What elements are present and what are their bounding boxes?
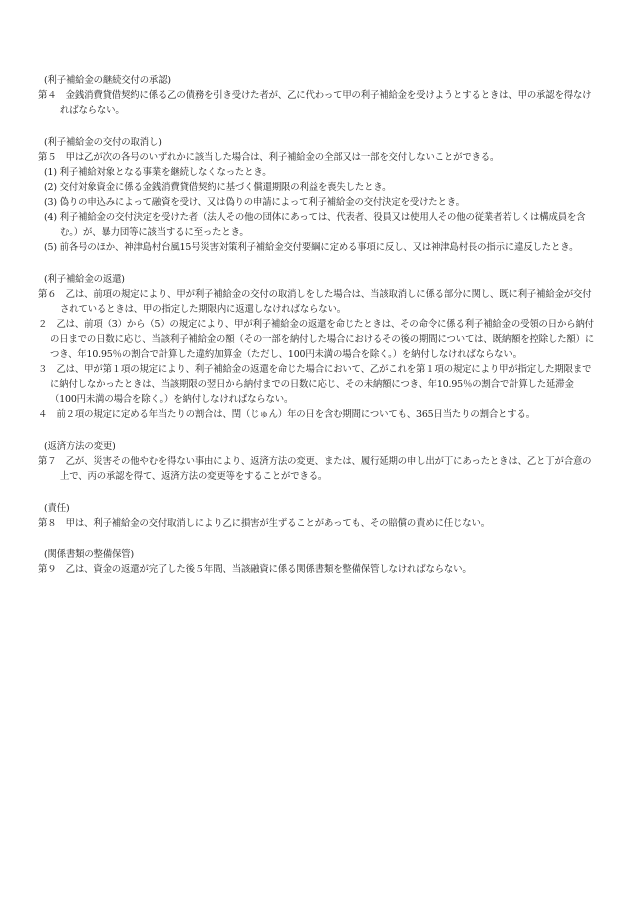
article-5-heading: (利子補給金の交付の取消し) bbox=[44, 137, 162, 148]
article-7-text: 第７ 乙が、災害その他やむを得ない事由により、返済方法の変更、または、履行延期の申し出が丁にあったときは、乙と丁が合意の上で、丙の承認を得て、返済方法の変更等をすることができる。 bbox=[38, 456, 592, 482]
article-5-text: 第５ 甲は乙が次の各号のいずれかに該当した場合は、利子補給金の全部又は一部を交付しないことができる。 bbox=[38, 152, 500, 163]
article-5-section bbox=[38, 135, 598, 255]
article-5-item-5: (5) 前各号のほか、神津島村台風15号災害対策利子補給金交付要綱に定める事項に反し、又は神津島村長の指示に違反したとき。 bbox=[44, 242, 579, 253]
article-9-section bbox=[38, 547, 598, 577]
article-6-para-2: ２ 乙は、前項（3）から（5）の規定により、甲が利子補給金の返還を命じたときは、その命令に係る利子補給金の受領の日から納付の日までの日数に応じ、当該利子補給金の額（その一部を納付した場合におけるその後の期間については、既納額を控除した額）につき、年10.95％の割合で計算した違約加算金（ただし、100円未満の場合を除く。）を納付しなければならない。 bbox=[38, 319, 595, 360]
article-6-text: 第６ 乙は、前項の規定により、甲が利子補給金の交付の取消しをした場合は、当該取消しに係る部分に関し、既に利子補給金が交付されているときは、甲の指定した期限内に返還しなければならない。 bbox=[38, 289, 592, 315]
article-8-text: 第８ 甲は、利子補給金の交付取消しにより乙に損害が生ずることがあっても、その賠償の責めに任じない。 bbox=[38, 518, 490, 529]
article-6-para-4: ４ 前２項の規定に定める年当たりの割合は、閏（じゅん）年の日を含む期間についても、365日当たりの割合とする。 bbox=[38, 409, 535, 420]
article-6-para-3: ３ 乙は、甲が第１項の規定により、利子補給金の返還を命じた場合において、乙がこれを第１項の規定により甲が指定した期限までに納付しなかったときは、当該期限の翌日から納付までの日数に応じ、その未納額につき、年10.95％の割合で計算した延滞金（100円未満の場合を除く。）を納付しなければならない。 bbox=[38, 364, 592, 405]
article-5-item-2: (2) 交付対象資金に係る金銭消費貸借契約に基づく償還期限の利益を喪失したとき。 bbox=[44, 182, 392, 193]
document-page bbox=[38, 73, 598, 577]
article-4-text: 第４ 金銭消費貸借契約に係る乙の債務を引き受けた者が、乙に代わって甲の利子補給金を受けようとするときは、甲の承認を得なければならない。 bbox=[38, 90, 592, 116]
article-8-section bbox=[38, 501, 598, 531]
article-6-heading: (利子補給金の返還) bbox=[44, 274, 125, 285]
article-7-heading: (返済方法の変更) bbox=[44, 441, 116, 452]
article-9-heading: (関係書類の整備保管) bbox=[44, 549, 135, 560]
article-4-section bbox=[38, 73, 598, 118]
article-5-item-4: (4) 利子補給金の交付決定を受けた者（法人その他の団体にあっては、代表者、役員又は使用人その他の従業者若しくは構成員を含む。）が、暴力団等に該当するに至ったとき。 bbox=[44, 212, 586, 238]
article-6-section bbox=[38, 272, 598, 422]
article-5-item-3: (3) 偽りの申込みによって融資を受け、又は偽りの申請によって利子補給金の交付決定を受けたとき。 bbox=[44, 197, 465, 208]
article-9-text: 第９ 乙は、資金の返還が完了した後５年間、当該融資に係る関係書類を整備保管しなければならない。 bbox=[38, 564, 472, 575]
article-5-item-1: (1) 利子補給対象となる事業を継続しなくなったとき。 bbox=[44, 167, 272, 178]
article-7-section bbox=[38, 439, 598, 484]
article-8-heading: (責任) bbox=[44, 503, 70, 514]
article-4-heading: (利子補給金の継続交付の承認) bbox=[44, 75, 171, 86]
